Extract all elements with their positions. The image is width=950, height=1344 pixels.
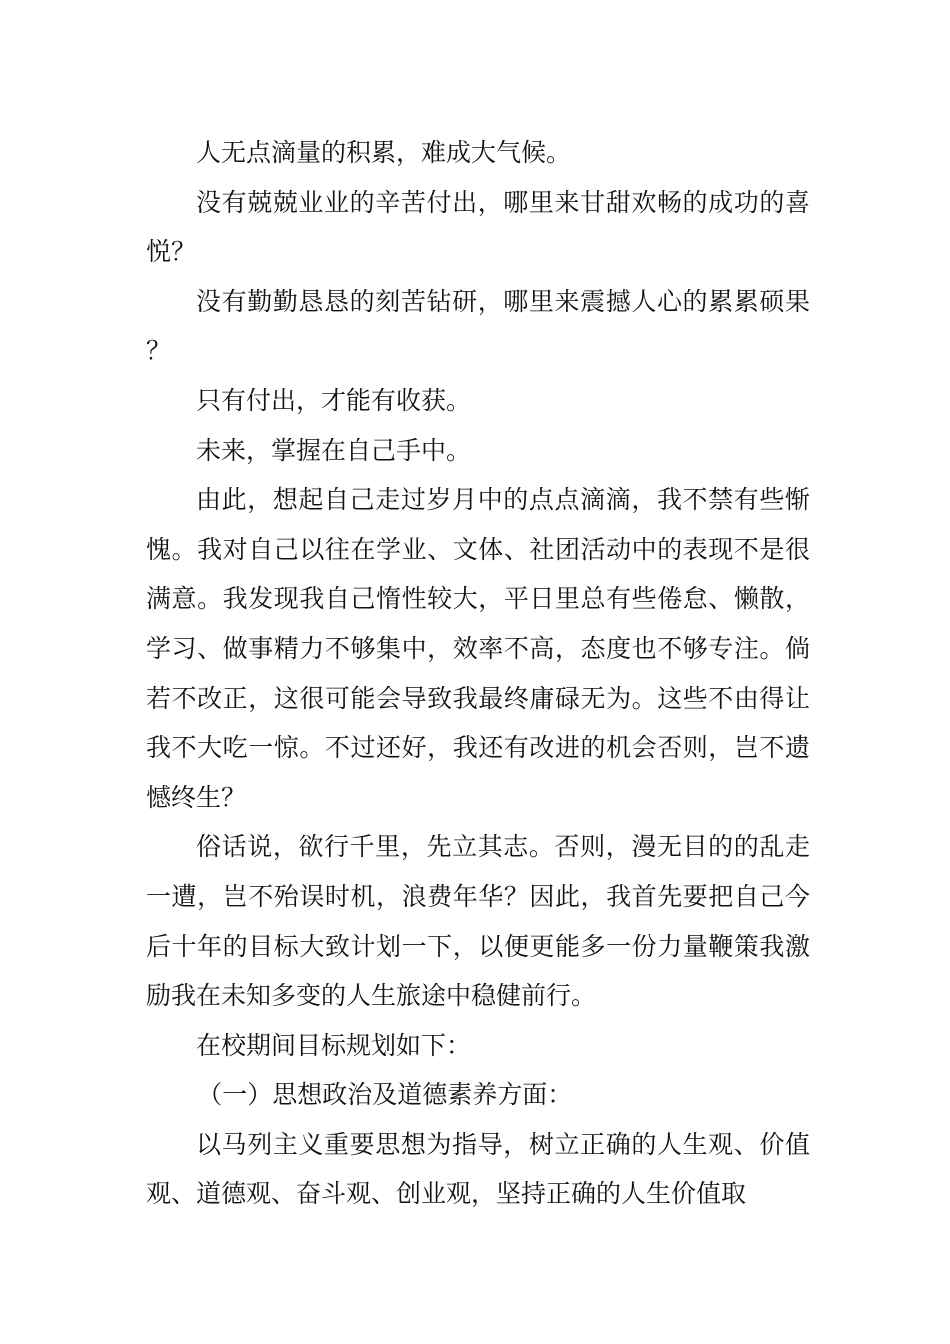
paragraph: 由此，想起自己走过岁月中的点点滴滴，我不禁有些惭愧。我对自己以往在学业、文体、社团活动中的表现不是很满意。我发现我自己惰性较大，平日里总有些倦怠、懒散，学习、做事精力不够集中，效率不高，态度也不够专注。倘若不改正，这很可能会导致我最终庸碌无为。这些不由得让我不大吃一惊。不过还好，我还有改进的机会否则，岂不遗憾终生？	[146, 485, 810, 812]
paragraph: 人无点滴量的积累，难成大气候。	[196, 138, 572, 167]
paragraph: 没有勤勤恳恳的刻苦钻研，哪里来震撼人心的累累硕果？	[146, 286, 810, 366]
paragraph: 在校期间目标规划如下：	[196, 1030, 472, 1060]
paragraph: 未来，掌握在自己手中。	[196, 435, 472, 465]
paragraph: 只有付出，才能有收获。	[196, 385, 472, 415]
section-heading: （一）思想政治及道德素养方面：	[197, 1080, 573, 1110]
paragraph: 俗话说，欲行千里，先立其志。否则，漫无目的的乱走一遭，岂不殆误时机，浪费年华？因此，我首先要把自己今后十年的目标大致计划一下，以便更能多一份力量鞭策我激励我在未知多变的人生旅途中稳健前行。	[146, 832, 810, 1011]
document-body	[146, 128, 810, 1219]
paragraph: 以马列主义重要思想为指导，树立正确的人生观、价值观、道德观、奋斗观、创业观，坚持正确的人生价值取	[146, 1129, 810, 1209]
paragraph: 没有兢兢业业的辛苦付出，哪里来甘甜欢畅的成功的喜悦？	[146, 187, 810, 267]
